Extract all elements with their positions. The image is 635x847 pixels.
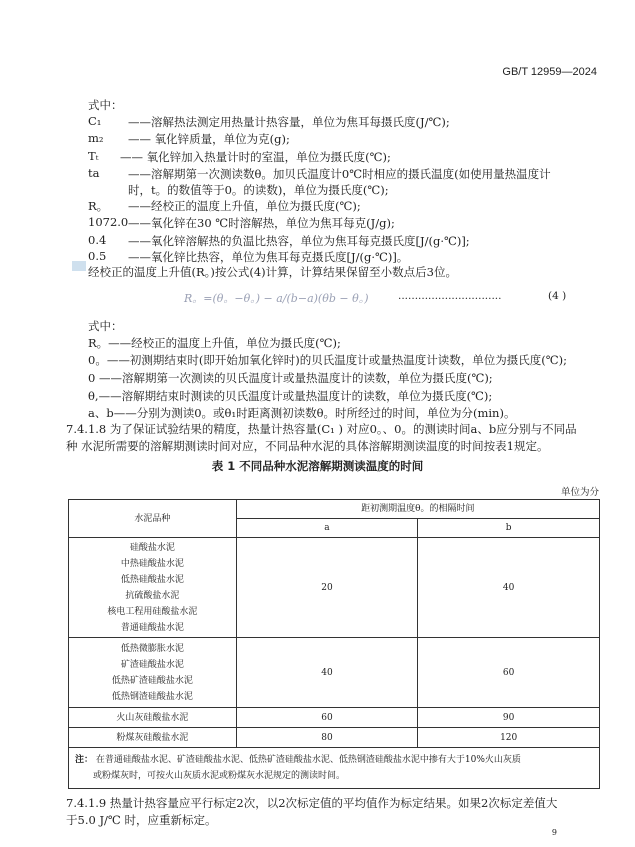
value-b-group3: 90 [418, 708, 600, 728]
symbol: Tₜ [88, 149, 99, 163]
types-list [69, 540, 236, 636]
cement-type: 低热硅酸盐水泥 [120, 574, 184, 585]
table-note [69, 748, 600, 789]
note-text-2: 或粉煤灰时，可按火山灰质水泥或粉煤灰水泥规定的测读时间。 [93, 771, 346, 781]
cement-type: 中热硅酸盐水泥 [120, 558, 184, 569]
value-b-group1: 40 [418, 538, 600, 638]
symbol-definition: —— 氧化锌加入热量计时的室温，单位为摄氏度(℃); [120, 150, 391, 164]
cement-type: 火山灰硅酸盐水泥 [116, 712, 189, 723]
cement-type: 低热微膨胀水泥 [120, 643, 184, 654]
value-b-group2: 60 [418, 638, 600, 708]
types-list [69, 641, 236, 705]
formula-expression: R。=(θ。−θ。) − a/(b−a)(θb − θ。) [184, 292, 369, 305]
value-a-group2: 40 [236, 638, 418, 708]
cement-type: 硅酸盐水泥 [129, 542, 175, 553]
variable-definition: θ,——溶解期结束时测读的贝氏温度计或量热温度计的读数，单位为摄氏度(℃); [88, 389, 493, 403]
cement-type: 低热矿渣硅酸盐水泥 [111, 675, 193, 686]
cement-type: 矿渣硅酸盐水泥 [120, 659, 184, 670]
symbol-definition: 时，t。的数值等于0。的读数)，单位为摄氏度(℃); [128, 183, 389, 197]
clause-7418-line2: 种 水泥所需要的溶解期测读时间对应，不同品种水泥的具体溶解期测读温度的时间按表1规定。 [66, 439, 549, 453]
formula-number: (4 ) [548, 290, 567, 302]
table-unit: 单位为分 [560, 487, 599, 498]
symbol-definition: ——溶解热法测定用热量计热容量，单位为焦耳每摄氏度(J/℃); [128, 115, 450, 129]
symbol-definition: —— 氧化锌质量，单位为克(g); [128, 132, 290, 146]
col-header-interval: 距初测期温度θ。的相隔时间 [236, 500, 599, 519]
cement-types-group1 [69, 538, 237, 638]
cement-type: 抗硫酸盐水泥 [125, 590, 180, 601]
value-a-group1: 20 [236, 538, 418, 638]
cement-types-group2 [69, 638, 237, 708]
cement-type: 低热钢渣硅酸盐水泥 [111, 691, 193, 702]
symbol: 0.4 [88, 233, 107, 247]
formula-intro: 经校正的温度上升值(R。)按公式(4)计算，计算结果保留至小数点后3位。 [88, 265, 457, 279]
symbol-definition: ——氧化锌在30 ℃时溶解热，单位为焦耳每克(J/g); [128, 216, 395, 230]
symbol: m₂ [88, 131, 104, 145]
variable-definition: 0 ——溶解期第一次测读的贝氏温度计或量热温度计的读数，单位为摄氏度(℃); [88, 371, 493, 385]
col-header-cement-type: 水泥品种 [69, 500, 237, 538]
cement-type: 粉煤灰硅酸盐水泥 [116, 732, 189, 743]
symbol-definition: ——氧化锌溶解热的负温比热容，单位为焦耳每克摄氏度[J/(g·℃)]; [128, 234, 470, 248]
formula-dots: ............................... [398, 290, 502, 302]
standard-number: GB/T 12959—2024 [502, 66, 597, 78]
where-label-2: 式中： [88, 319, 123, 333]
symbol-definition: ——经校正的温度上升值，单位为摄氏度(℃); [128, 199, 361, 213]
symbol: 0.5 [88, 249, 107, 263]
value-a-group4: 80 [236, 728, 418, 748]
symbol: 1072.0 [88, 215, 129, 229]
types-list [69, 730, 236, 746]
clause-7419-line1: 7.4.1.9 热量计热容量应平行标定2次，以2次标定值的平均值作为标定结果。如果2次标定差值大 [66, 796, 558, 810]
cement-type: 核电工程用硅酸盐水泥 [107, 606, 198, 617]
symbol: R。 [88, 199, 109, 213]
formula-image-icon [72, 261, 86, 271]
col-header-a: a [236, 519, 418, 538]
symbol-definition: ——溶解期第一次测读数θ。加贝氏温度计0℃时相应的摄氏温度(如使用量热温度计 [128, 167, 551, 181]
variable-definition: 0。——初测期结束时(即开始加氧化锌时)的贝氏温度计或量热温度计读数，单位为摄氏度(℃); [88, 353, 567, 367]
cement-types-group3 [69, 708, 237, 728]
value-b-group4: 120 [418, 728, 600, 748]
types-list [69, 710, 236, 726]
reading-time-table [68, 499, 600, 789]
symbol-definition: ——氧化锌比热容，单位为焦耳每克摄氏度[J/(g·℃)]。 [128, 250, 409, 264]
cement-types-group4 [69, 728, 237, 748]
value-a-group3: 60 [236, 708, 418, 728]
note-text-1: 在普通硅酸盐水泥、矿渣硅酸盐水泥、低热矿渣硅酸盐水泥、低热钢渣硅酸盐水泥中掺有大于10%火山灰质 [95, 755, 521, 765]
variable-definition: R。——经校正的温度上升值，单位为摄氏度(℃); [88, 336, 341, 350]
variable-definition: a、b——分别为测读0。或θ₁时距离测初读数θ。时所经过的时间，单位为分(min)。 [88, 406, 516, 420]
page-number: 9 [551, 828, 557, 837]
note-label: 注： [75, 755, 94, 765]
clause-7418-line1: 7.4.1.8 为了保证试验结果的精度，热量计热容量(C₁ ) 对应0。、0。的测读时间a、b应分别与不同品 [66, 422, 577, 436]
clause-7419-line2: 于5.0 J/℃ 时，应重新标定。 [66, 813, 217, 827]
table-title: 表 1 不同品种水泥溶解期测读温度的时间 [211, 459, 424, 473]
cement-type: 普通硅酸盐水泥 [120, 622, 184, 633]
where-label: 式中： [88, 98, 123, 112]
symbol: ta [88, 166, 100, 180]
col-header-b: b [418, 519, 600, 538]
symbol: C₁ [88, 114, 102, 128]
